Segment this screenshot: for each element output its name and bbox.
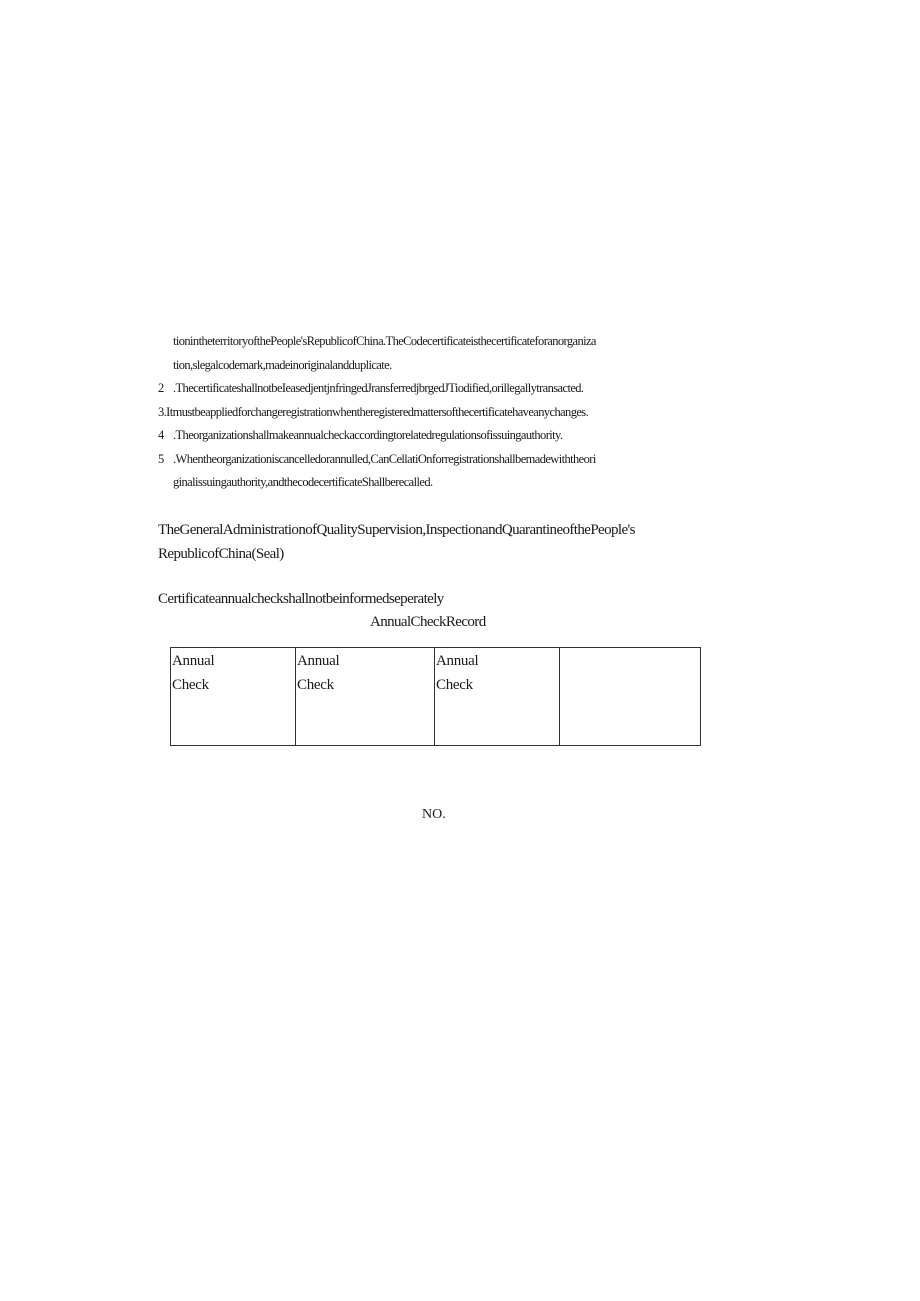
note-text: .Whentheorganizationiscancelledorannulled,CanCellatiOnforregistrationshallbemadewiththeori	[173, 451, 596, 466]
seal-line: TheGeneralAdministrationofQualitySupervision,InspectionandQuarantineofthePeople's	[158, 522, 635, 538]
note-line: ginalissuingauthority,andthecodecertificateShallberecalled.	[173, 475, 433, 489]
annual-check-table	[170, 647, 701, 746]
table-cell	[560, 648, 701, 746]
note-item-2	[158, 377, 718, 401]
certificate-number-label: NO.	[422, 807, 446, 822]
note-number: 4	[158, 428, 164, 442]
cell-label: Annual Check	[297, 653, 340, 693]
note-number: 2	[158, 381, 164, 395]
note-number: 5	[158, 451, 164, 466]
table-cell	[171, 648, 296, 746]
issuing-authority-seal	[158, 518, 738, 566]
table-cell	[435, 648, 560, 746]
note-line: tion,slegalcodemark,madeinoriginalandduplicate.	[173, 357, 392, 372]
cell-label: Annual Check	[436, 653, 479, 693]
table-cell	[296, 648, 435, 746]
annual-check-record-title: AnnualCheckRecord	[370, 614, 486, 630]
note-item-3: 3.Itmustbeappliedforchangeregistrationwhentheregisteredmattersofthecertificatehaveanychanges.	[158, 404, 589, 419]
cell-label: Annual Check	[172, 653, 215, 693]
certificate-notes	[158, 330, 718, 495]
note-item-4	[158, 424, 718, 448]
note-line: tionintheterritoryofthePeople'sRepublicofChina.TheCodecertificateisthecertificateforanorganiza	[173, 334, 596, 348]
note-item-5	[158, 448, 718, 472]
annual-check-note: Certificateannualcheckshallnotbeinformedseperately	[158, 591, 444, 607]
note-text: .ThecertificateshallnotbeIeasedjentjnfringedJransferredjbrgedJTiodified,orillegallytransacted.	[173, 381, 584, 395]
seal-line: RepublicofChina(Seal)	[158, 546, 284, 562]
table-row	[171, 648, 701, 746]
note-text: .Theorganizationshallmakeannualcheckaccordingtorelatedregulationsofissuingauthority.	[173, 428, 563, 442]
